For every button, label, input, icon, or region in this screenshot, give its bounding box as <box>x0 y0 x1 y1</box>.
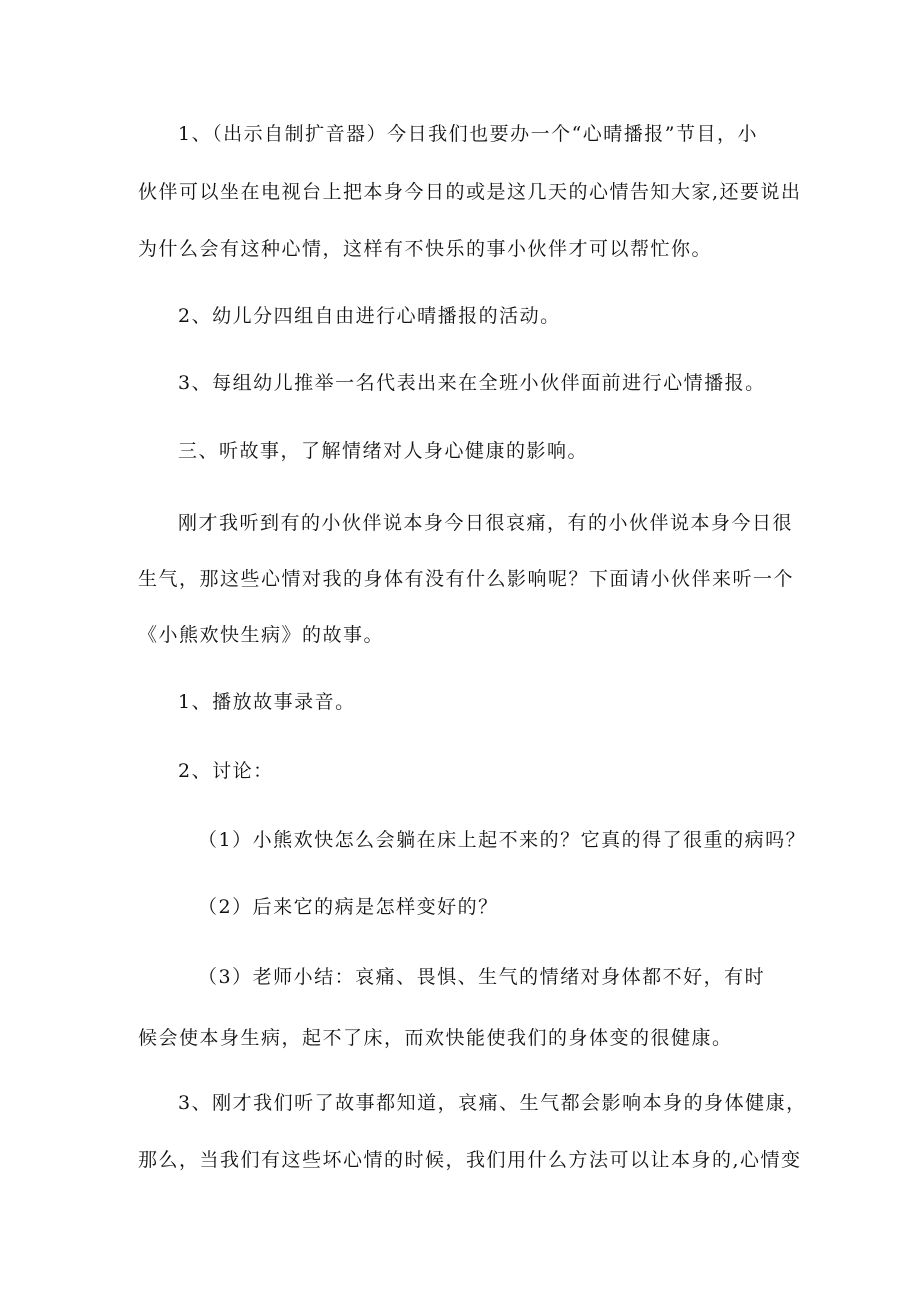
section-heading: 三、听故事，了解情绪对人身心健康的影响。 <box>178 440 589 462</box>
text-line: 1、播放故事录音。 <box>178 691 356 713</box>
text-line: 2、幼儿分四组自由进行心晴播报的活动。 <box>178 305 561 327</box>
text-line: （1）小熊欢快怎么会躺在床上起不来的？它真的得了很重的病吗？ <box>198 829 807 851</box>
text-line: 1、（出示自制扩音器）今日我们也要办一个“心晴播报”节目，小 <box>178 123 759 145</box>
text-line: 3、每组幼儿推举一名代表出来在全班小伙伴面前进行心情播报。 <box>178 372 766 394</box>
text-line: （3）老师小结：哀痛、畏惧、生气的情绪对身体都不好，有时 <box>198 966 766 988</box>
text-line: 那么，当我们有这些坏心情的时候，我们用什么方法可以让本身的,心情变 <box>138 1149 802 1171</box>
text-line: 生气，那这些心情对我的身体有没有什么影响呢？下面请小伙伴来听一个 <box>138 568 795 590</box>
text-line: 伙伴可以坐在电视台上把本身今日的或是这几天的心情告知大家,还要说出 <box>138 181 802 203</box>
text-line: 刚才我听到有的小伙伴说本身今日很哀痛，有的小伙伴说本身今日很 <box>178 512 794 534</box>
text-line: 候会使本身生病，起不了床，而欢快能使我们的身体变的很健康。 <box>138 1027 733 1049</box>
text-line: 2、讨论： <box>178 760 274 782</box>
text-line: 《小熊欢快生病》的故事。 <box>138 624 385 646</box>
text-line: （2）后来它的病是怎样变好的？ <box>198 896 499 918</box>
text-line: 3、刚才我们听了故事都知道，哀痛、生气都会影响本身的身体健康， <box>178 1092 807 1114</box>
text-line: 为什么会有这种心情，这样有不快乐的事小伙伴才可以帮忙你。 <box>138 238 713 260</box>
